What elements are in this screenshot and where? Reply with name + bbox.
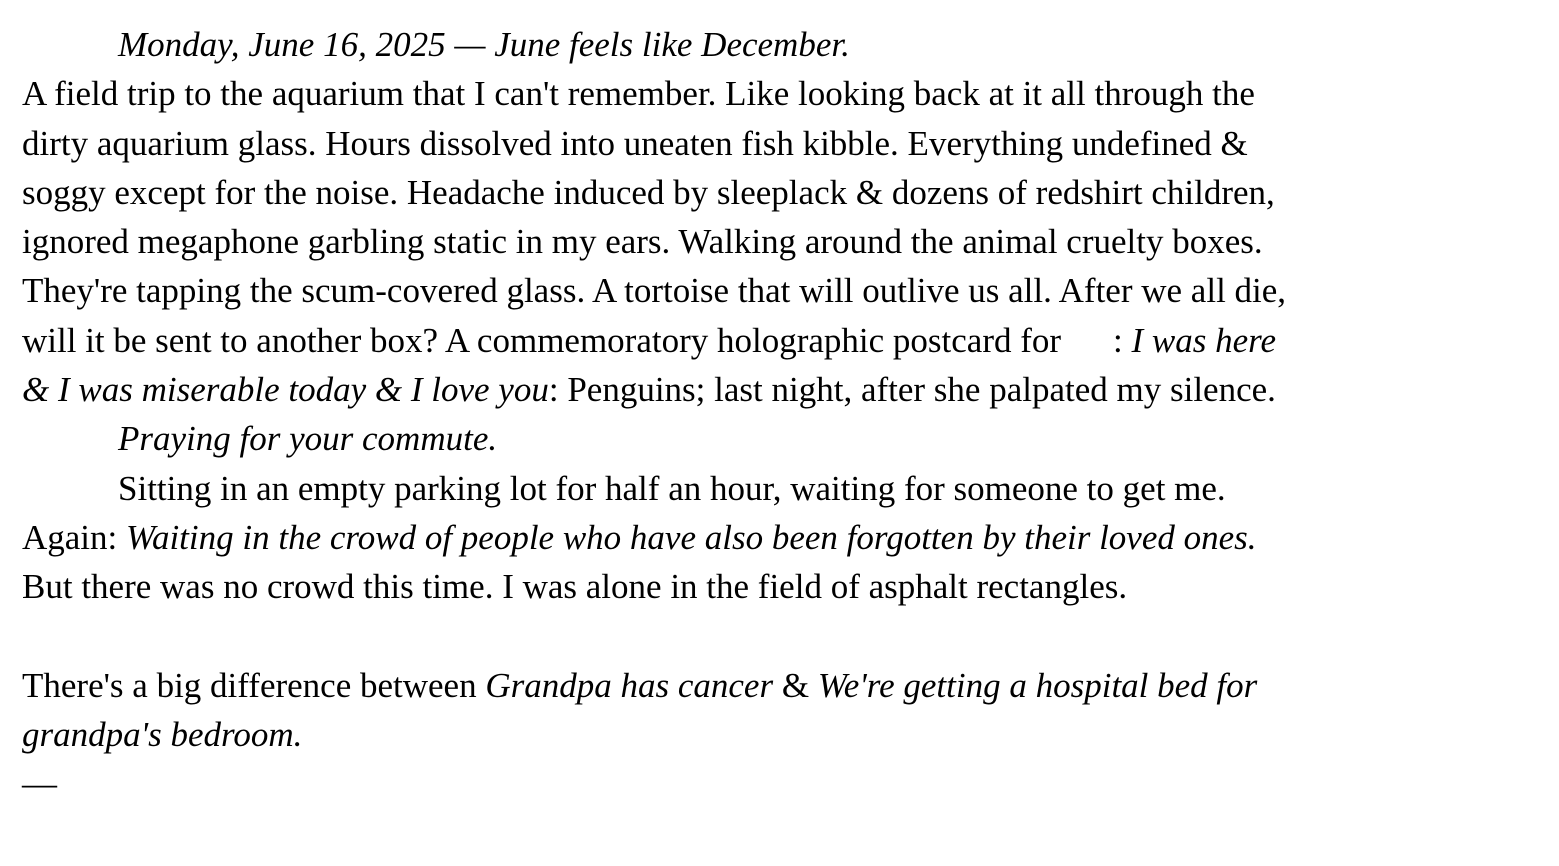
text-line <box>22 513 1422 562</box>
text-line: dirty aquarium glass. Hours dissolved into uneaten fish kibble. Everything undefined & <box>22 123 1248 163</box>
text-line: A field trip to the aquarium that I can't remember. Like looking back at it all through the <box>22 74 1255 114</box>
text-line <box>22 661 1422 710</box>
text-line <box>22 316 1422 365</box>
text-line: Sitting in an empty parking lot for half an hour, waiting for someone to get me. <box>118 468 1226 508</box>
blank-line <box>22 612 1422 661</box>
text-line: ignored megaphone garbling static in my ears. Walking around the animal cruelty boxes. <box>22 222 1263 262</box>
italic-run: Grandpa has cancer <box>485 665 774 705</box>
italic-run: Praying for your commute. <box>118 419 498 459</box>
text-run: : <box>1113 320 1132 360</box>
text-run: will it be sent to another box? A commemoratory holographic postcard for <box>22 320 1062 360</box>
text-run: There's a big difference between <box>22 665 486 705</box>
text-run: Again: <box>22 517 127 557</box>
italic-run: & I was miserable today & I love you <box>22 370 549 410</box>
end-mark: — <box>22 764 57 804</box>
entry-heading <box>22 20 1422 69</box>
paragraph-aquarium <box>22 69 1422 414</box>
diary-entry <box>22 20 1422 809</box>
italic-run: I was here <box>1131 320 1277 360</box>
entry-heading-text: Monday, June 16, 2025 — June feels like December. <box>118 25 850 64</box>
paragraph-parking-lot <box>22 464 1422 612</box>
text-run: : Penguins; last night, after she palpated my silence. <box>548 370 1276 410</box>
italic-run: grandpa's bedroom. <box>22 715 303 755</box>
text-line <box>22 365 1422 414</box>
italic-run: We're getting a hospital bed for <box>817 665 1258 705</box>
text-line <box>22 710 1422 759</box>
paragraph-grandpa <box>22 661 1422 760</box>
text-line: soggy except for the noise. Headache induced by sleeplack & dozens of redshirt children, <box>22 172 1275 212</box>
paragraph-commute <box>22 414 1422 463</box>
text-line: But there was no crowd this time. I was alone in the field of asphalt rectangles. <box>22 567 1128 607</box>
text-line: They're tapping the scum-covered glass. A tortoise that will outlive us all. After we all die, <box>22 271 1287 311</box>
text-run: & <box>773 665 818 705</box>
italic-run: Waiting in the crowd of people who have also been forgotten by their loved ones. <box>126 517 1257 557</box>
